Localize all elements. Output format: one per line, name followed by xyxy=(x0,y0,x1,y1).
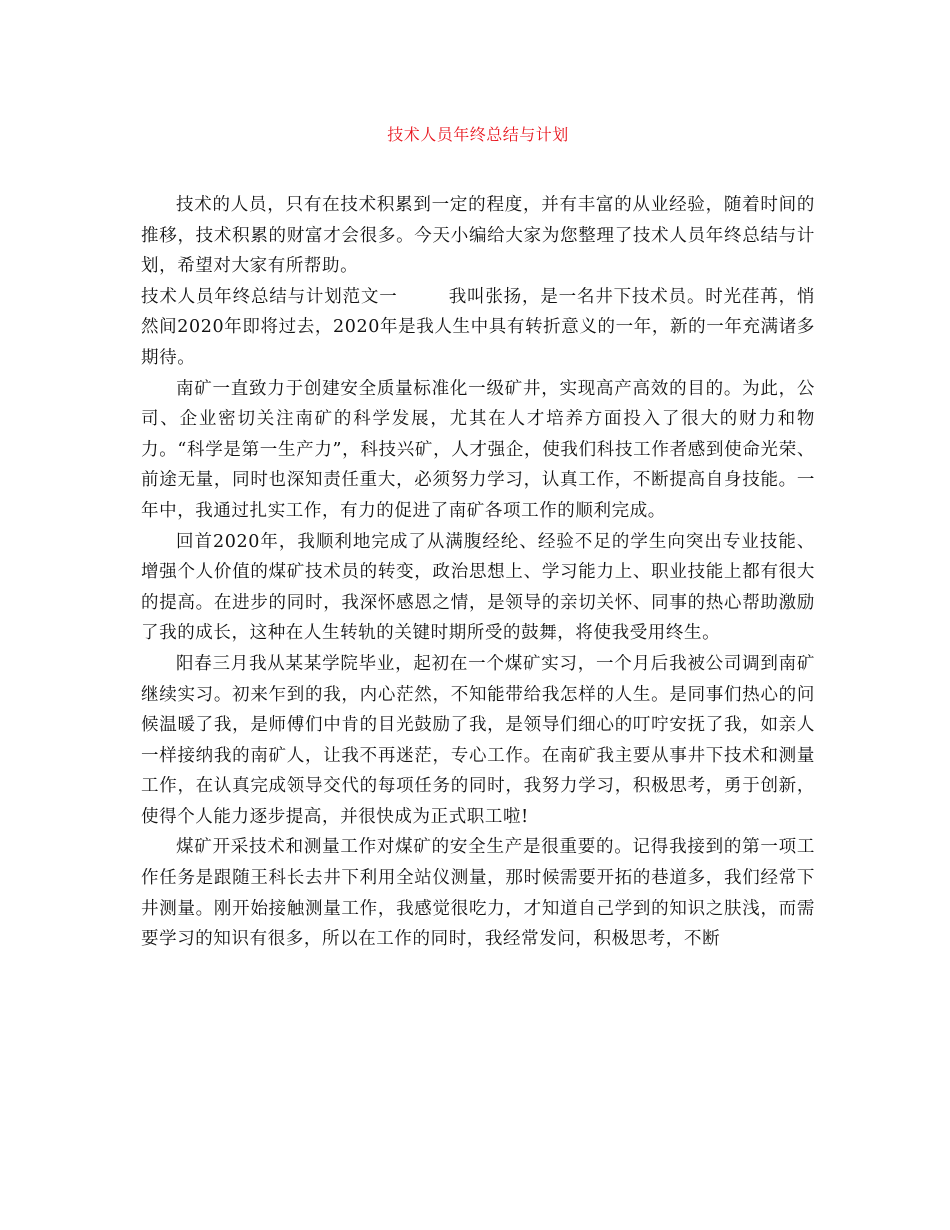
body-paragraph: 回首2020年，我顺利地完成了从满腹经纶、经验不足的学生向突出专业技能、增强个人价值的煤矿技术员的转变，政治思想上、学习能力上、职业技能上都有很大的提高。在进步的同时，我深怀感恩之情，是领导的亲切关怀、同事的热心帮助激励了我的成长，这种在人生转轨的关键时期所受的鼓舞，将使我受用终生。 xyxy=(141,531,815,644)
body-paragraph: 南矿一直致力于创建安全质量标准化一级矿井，实现高产高效的目的。为此，公司、企业密切关注南矿的科学发展，尤其在人才培养方面投入了很大的财力和物力。“科学是第一生产力”，科技兴矿，人才强企，使我们科技工作者感到使命光荣、前途无量，同时也深知责任重大，必须努力学习，认真工作，不断提高自身技能。一年中，我通过扎实工作，有力的促进了南矿各项工作的顺利完成。 xyxy=(141,378,815,521)
section-heading: 技术人员年终总结与计划范文一 xyxy=(141,286,398,307)
body-paragraph: 煤矿开采技术和测量工作对煤矿的安全生产是很重要的。记得我接到的第一项工作任务是跟随王科长去井下利用全站仪测量，那时候需要开拓的巷道多，我们经常下井测量。刚开始接触测量工作，我感觉很吃力，才知道自己学到的知识之肤浅，而需要学习的知识有很多，所以在工作的同时，我经常发问，积极思考，不断 xyxy=(141,837,815,950)
intro-paragraph: 技术的人员，只有在技术积累到一定的程度，并有丰富的从业经验，随着时间的推移，技术积累的财富才会很多。今天小编给大家为您整理了技术人员年终总结与计划，希望对大家有所帮助。 xyxy=(141,195,815,277)
section-first-text: 我叫张扬，是一名井下技术员。时光荏苒，悄然间2020年即将过去，2020年是我人生中具有转折意义的一年，新的一年充满诸多期待。 xyxy=(141,286,816,368)
document-title: 技术人员年终总结与计划 xyxy=(387,125,569,144)
body-paragraph: 阳春三月我从某某学院毕业，起初在一个煤矿实习，一个月后我被公司调到南矿继续实习。初来乍到的我，内心茫然，不知能带给我怎样的人生。是同事们热心的问候温暖了我，是师傅们中肯的目光鼓励了我，是领导们细心的叮咛安抚了我，如亲人一样接纳我的南矿人，让我不再迷茫，专心工作。在南矿我主要从事井下技术和测量工作，在认真完成领导交代的每项任务的同时，我努力学习，积极思考，勇于创新，使得个人能力逐步提高，并很快成为正式职工啦! xyxy=(141,653,815,827)
heading-gap xyxy=(398,287,449,307)
section-first-paragraph xyxy=(141,282,815,374)
